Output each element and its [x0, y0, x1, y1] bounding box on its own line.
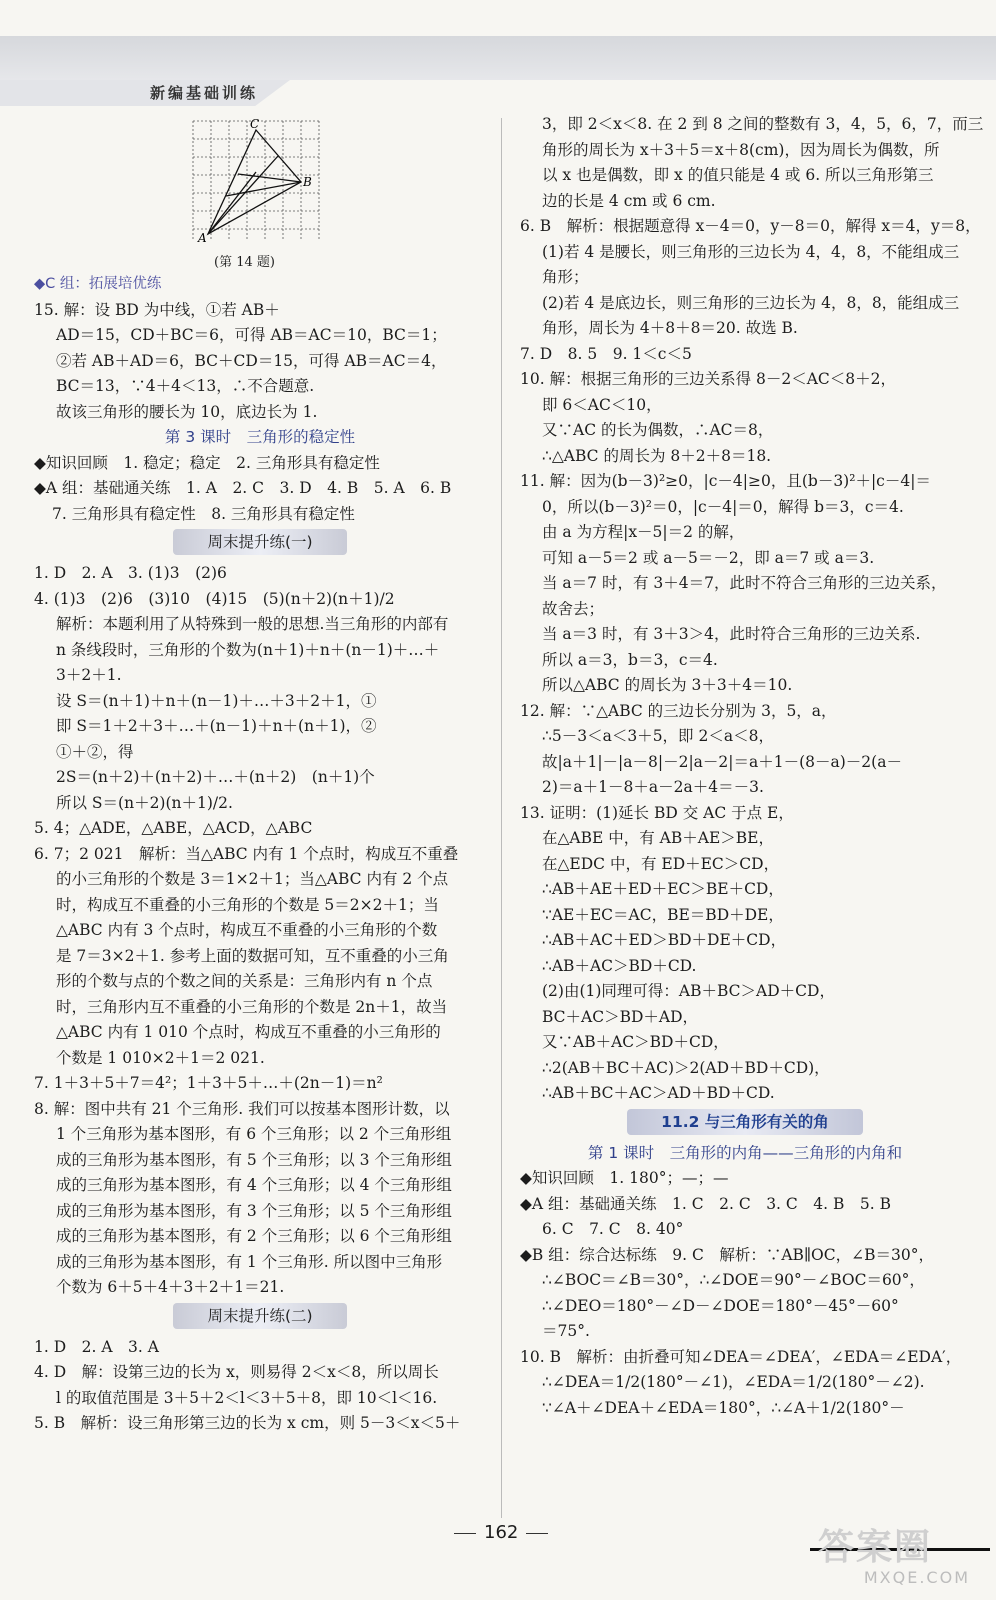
answer-line: 5. 4；△ADE，△ABE，△ACD，△ABC [34, 819, 313, 837]
answer-line: ∴∠DEO＝180°－∠D－∠DOE＝180°－45°－60° [542, 1296, 899, 1315]
section-banner-row [34, 1303, 486, 1333]
section-banner: 周末提升练(二) [173, 1303, 346, 1329]
section-banner: 11.2 与三角形有关的角 [627, 1109, 863, 1135]
watermark-text: 答案圈 [818, 1527, 933, 1568]
label-b: B [303, 175, 312, 189]
answer-line: 形的个数与点的个数之间的关系是：三角形内有 n 个点 [56, 972, 433, 990]
answer-line: 所以 S＝(n＋2)(n＋1)/2. [56, 793, 233, 812]
answer-line: BC＋AC＞BD＋AD， [542, 1007, 699, 1026]
answer-line: 的小三角形的个数是 3＝1×2＋1；当△ABC 内有 2 个点 [56, 870, 449, 888]
answer-line: 边的长是 4 cm 或 6 cm. [542, 191, 716, 210]
answer-line: 个数是 1 010×2＋1＝2 021. [56, 1048, 265, 1067]
answer-line: 11. 解：因为(b－3)²≥0，|c－4|≥0，且(b－3)²＋|c－4|＝ [520, 472, 931, 490]
answer-line: 成的三角形为基本图形，有 4 个三角形；以 4 个三角形组 [56, 1176, 452, 1194]
answer-line: 0，所以(b－3)²＝0，|c－4|＝0，解得 b＝3，c＝4. [542, 497, 904, 516]
answer-line: n 条线段时，三角形的个数为(n＋1)＋n＋(n－1)＋…＋ [56, 640, 440, 659]
answer-line: 4. (1)3 (2)6 (3)10 (4)15 (5)(n＋2)(n＋1)/2 [34, 589, 395, 608]
left-column [34, 112, 486, 1437]
answer-line: ∵AE＋EC＝AC，BE＝BD＋DE， [542, 905, 784, 924]
answer-line: 由 a 为方程|x－5|＝2 的解， [542, 523, 745, 541]
answer-line: ②若 AB＋AD＝6，BC＋CD＝15，可得 AB＝AC＝4， [56, 351, 447, 370]
section-banner-row [34, 529, 486, 559]
answer-line: 1. D 2. A 3. (1)3 (2)6 [34, 564, 227, 582]
answer-line: 即 S＝1＋2＋3＋…＋(n－1)＋n＋(n＋1)，② [56, 717, 377, 735]
answer-line: ∴∠BOC＝∠B＝30°，∴∠DOE＝90°－∠BOC＝60°， [542, 1271, 925, 1289]
answer-line: 角形的周长为 x＋3＋5＝x＋8(cm)，因为周长为偶数，所 [542, 140, 940, 159]
answer-line: 3，即 2＜x＜8. 在 2 到 8 之间的整数有 3，4，5，6，7，而三 [542, 115, 984, 133]
answer-line: 12. 解：∵△ABC 的三边长分别为 3，5，a， [520, 701, 837, 720]
answer-line: 10. 解：根据三角形的三边关系得 8－2＜AC＜8＋2， [520, 370, 897, 388]
group-label: ◆C 组：拓展培优练 [34, 276, 162, 292]
answer-line: 5. B 解析：设三角形第三边的长为 x cm，则 5－3＜x＜5＋ [34, 1414, 461, 1432]
watermark-url: MXQE.COM [863, 1568, 970, 1587]
answer-line: ◆A 组：基础通关练 1. A 2. C 3. D 4. B 5. A 6. B [34, 479, 452, 497]
lesson-title: 第 3 课时 三角形的稳定性 [164, 428, 356, 446]
answer-line: ∴AB＋AC＋ED＞BD＋DE＋CD， [542, 931, 787, 949]
page-number: 162 [446, 1522, 556, 1543]
header-band [0, 36, 996, 80]
answer-line: (1)若 4 是腰长，则三角形的三边长为 4，4，8，不能组成三 [542, 242, 960, 261]
answer-line: 个数为 6＋5＋4＋3＋2＋1＝21. [56, 1278, 285, 1296]
answer-line: 2S＝(n＋2)＋(n＋2)＋…＋(n＋2) (n＋1)个 [56, 768, 375, 786]
answer-line: 以 x 也是偶数，即 x 的值只能是 4 或 6. 所以三角形第三 [542, 166, 934, 184]
answer-line: ∴AB＋AC＞BD＋CD. [542, 956, 697, 975]
answer-line: 时，构成互不重叠的小三角形的个数是 5＝2×2＋1；当 [56, 895, 439, 914]
answer-line: 时，三角形内互不重叠的小三角形的个数是 2n＋1，故当 [56, 997, 448, 1016]
answer-line: 可知 a－5＝2 或 a－5＝－2，即 a＝7 或 a＝3. [542, 548, 875, 567]
label-a: A [198, 231, 207, 245]
answer-line: 15. 解：设 BD 为中线，①若 AB＋ [34, 300, 280, 319]
answer-line: 1 个三角形为基本图形，有 6 个三角形；以 2 个三角形组 [56, 1125, 452, 1143]
grid-triangle-diagram [188, 116, 328, 246]
answer-line: (2)若 4 是底边长，则三角形的三边长为 4，8，8，能组成三 [542, 293, 960, 312]
answer-line: ∴2(AB＋BC＋AC)＞2(AD＋BD＋CD)， [542, 1058, 830, 1077]
answer-line: 成的三角形为基本图形，有 5 个三角形；以 3 个三角形组 [56, 1150, 452, 1169]
answer-line: ◆知识回顾 1. 稳定；稳定 2. 三角形具有稳定性 [34, 453, 380, 472]
answer-line: 6. 7；2 021 解析：当△ABC 内有 1 个点时，构成互不重叠 [34, 844, 459, 863]
answer-line: 在△ABE 中，有 AB＋AE＞BE， [542, 829, 774, 847]
answer-line: 是 7＝3×2＋1. 参考上面的数据可知，互不重叠的小三角 [56, 946, 449, 965]
answer-line: (2)由(1)同理可得：AB＋BC＞AD＋CD， [542, 982, 835, 1000]
answer-line: ◆A 组：基础通关练 1. C 2. C 3. C 4. B 5. B [520, 1194, 891, 1213]
label-c: C [250, 117, 260, 131]
answer-line: ①＋②，得 [56, 742, 134, 761]
book-title: 新编基础训练 [150, 84, 259, 102]
answer-line: 8. 解：图中共有 21 个三角形. 我们可以按基本图形计数，以 [34, 1099, 450, 1118]
right-column [520, 112, 984, 1421]
answer-line: 当 a＝3 时，有 3＋3＞4，此时符合三角形的三边关系. [542, 625, 921, 643]
answer-line: 2)＝a＋1－8＋a－2a＋4＝－3. [542, 778, 764, 796]
answer-line: ∴∠DEA＝1/2(180°－∠1)，∠EDA＝1/2(180°－∠2). [542, 1373, 925, 1391]
answer-line: 当 a＝7 时，有 3＋4＝7，此时不符合三角形的三边关系， [542, 574, 947, 592]
answer-line: 7. D 8. 5 9. 1＜c＜5 [520, 344, 692, 363]
answer-line: 即 6＜AC＜10， [542, 395, 662, 414]
answer-line: 成的三角形为基本图形，有 3 个三角形；以 5 个三角形组 [56, 1201, 452, 1220]
watermark-logo [818, 1528, 978, 1594]
answer-line: △ABC 内有 1 010 个点时，构成互不重叠的小三角形的 [56, 1023, 441, 1041]
answer-line: 所以△ABC 的周长为 3＋3＋4＝10. [542, 676, 793, 694]
answer-line: 4. D 解：设第三边的长为 x，则易得 2＜x＜8，所以周长 [34, 1363, 439, 1381]
answer-line: ∴5－3＜a＜3＋5，即 2＜a＜8， [542, 727, 774, 745]
answer-line: 7. 1＋3＋5＋7＝4²；1＋3＋5＋…＋(2n－1)＝n² [34, 1074, 383, 1092]
answer-line: 解析：本题利用了从特殊到一般的思想.当三角形的内部有 [56, 615, 449, 633]
answer-line: ∴AB＋BC＋AC＞AD＋BD＋CD. [542, 1084, 775, 1102]
answer-line: BC＝13，∵4＋4＜13，∴不合题意. [56, 377, 315, 395]
figure-caption: (第 14 题) [214, 255, 275, 270]
section-banner-row [520, 1109, 970, 1139]
answer-line: 3＋2＋1. [56, 666, 122, 684]
answer-line: △ABC 内有 3 个点时，构成互不重叠的小三角形的个数 [56, 921, 438, 939]
answer-line: 故舍去； [542, 599, 605, 618]
answer-line: 1. D 2. A 3. A [34, 1337, 159, 1356]
answer-line: l 的取值范围是 3＋5＋2＜l＜3＋5＋8，即 10＜l＜16. [56, 1388, 438, 1407]
answer-line: 所以 a＝3，b＝3，c＝4. [542, 650, 718, 669]
answer-line: 故|a＋1|－|a－8|－2|a－2|＝a＋1－(8－a)－2(a－ [542, 752, 902, 771]
answer-line: 6. B 解析：根据题意得 x－4＝0，y－8＝0，解得 x＝4，y＝8， [520, 217, 981, 235]
answer-line: ◆B 组：综合达标练 9. C 解析：∵AB∥OC，∠B＝30°， [520, 1245, 934, 1264]
answer-line: ∴△ABC 的周长为 8＋2＋8＝18. [542, 446, 772, 465]
answer-line: 成的三角形为基本图形，有 2 个三角形；以 6 个三角形组 [56, 1227, 452, 1245]
answer-line: ∴AB＋AE＋ED＋EC＞BE＋CD， [542, 880, 784, 898]
answer-line: ∵∠A＋∠DEA＋∠EDA＝180°，∴∠A＋1/2(180°－ [542, 1398, 905, 1417]
answer-line: 又∵AC 的长为偶数，∴AC＝8， [542, 421, 774, 439]
answer-line: 成的三角形为基本图形，有 1 个三角形. 所以图中三角形 [56, 1252, 443, 1271]
answer-line: 7. 三角形具有稳定性 8. 三角形具有稳定性 [52, 504, 355, 523]
answer-line: 6. C 7. C 8. 40° [542, 1220, 684, 1238]
triangle-figure [34, 112, 486, 272]
section-banner: 周末提升练(一) [173, 529, 346, 555]
lesson-title: 第 1 课时 三角形的内角——三角形的内角和 [587, 1143, 903, 1162]
answer-line: 角形； [542, 268, 589, 286]
answer-line: 在△EDC 中，有 ED＋EC＞CD， [542, 854, 780, 873]
answer-line: ＝75°. [542, 1322, 590, 1340]
answer-line: 10. B 解析：由折叠可知∠DEA＝∠DEA′，∠EDA＝∠EDA′， [520, 1347, 962, 1366]
answer-line: 设 S＝(n＋1)＋n＋(n－1)＋…＋3＋2＋1，① [56, 691, 377, 710]
answer-line: 13. 证明：(1)延长 BD 交 AC 于点 E， [520, 803, 794, 822]
answer-line: 故该三角形的腰长为 10，底边长为 1. [56, 402, 318, 421]
answer-line: 角形，周长为 4＋8＋8＝20. 故选 B. [542, 319, 798, 337]
answer-line: ◆知识回顾 1. 180°；—；— [520, 1169, 729, 1187]
column-divider [501, 118, 502, 1518]
answer-line: AD＝15，CD＋BC＝6，可得 AB＝AC＝10，BC＝1； [56, 326, 447, 344]
answer-line: 又∵AB＋AC＞BD＋CD， [542, 1033, 729, 1051]
